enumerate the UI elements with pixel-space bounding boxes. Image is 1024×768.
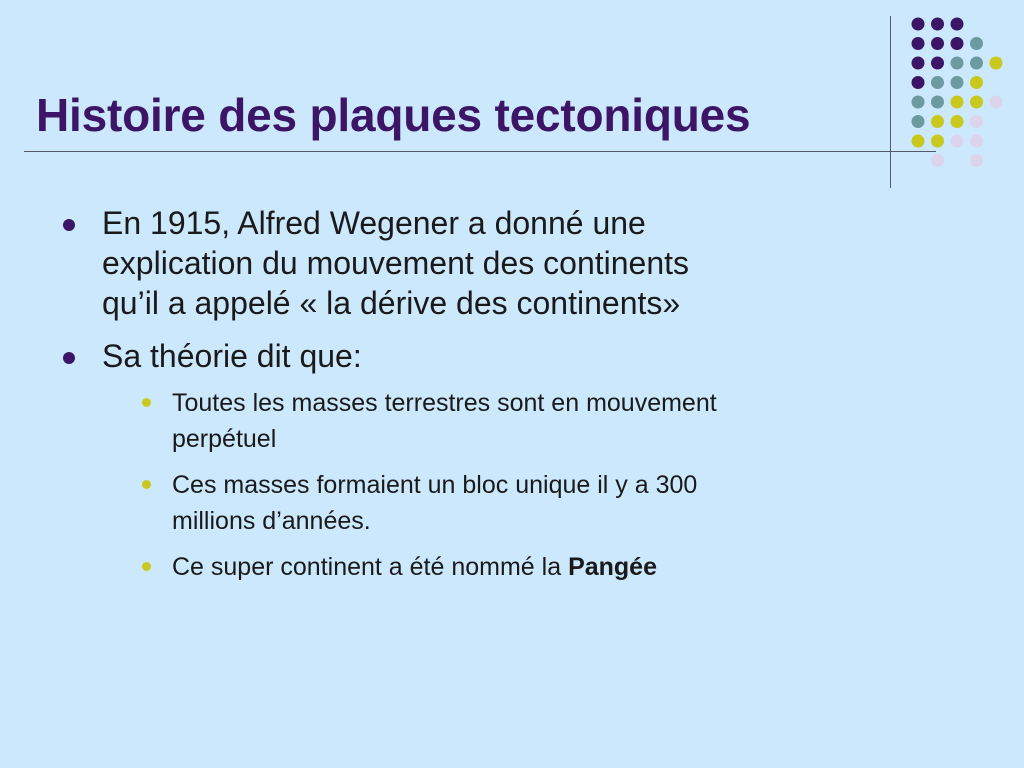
- decorative-dot: [931, 154, 944, 167]
- slide-content: [60, 203, 960, 595]
- bullet-line: En 1915, Alfred Wegener a donné une: [102, 205, 646, 241]
- decorative-dot: [912, 96, 925, 109]
- decorative-dot: [970, 115, 983, 128]
- bullet-line: explication du mouvement des continents: [102, 245, 690, 281]
- decorative-dot: [931, 135, 944, 148]
- sub-bullet-line: Ces masses formaient un bloc unique il y a 300: [172, 471, 698, 499]
- sub-bullet-item-mouvement: [172, 385, 932, 457]
- decorative-dot: [970, 96, 983, 109]
- sub-bullet-line: millions d’années.: [172, 507, 371, 535]
- bullet-item-wegener: [60, 203, 960, 323]
- sub-bullet-line: [172, 549, 932, 585]
- decorative-dot: [970, 135, 983, 148]
- decorative-dot: [951, 135, 964, 148]
- yellow-bullet-icon: [142, 562, 151, 571]
- decorative-dot: [990, 96, 1003, 109]
- decorative-dot: [951, 18, 964, 31]
- purple-bullet-icon: [63, 219, 75, 231]
- horizontal-divider-line: [24, 151, 936, 152]
- yellow-bullet-icon: [142, 398, 151, 407]
- decorative-dot: [912, 76, 925, 89]
- decorative-dot: [970, 57, 983, 70]
- decorative-dot: [931, 18, 944, 31]
- bullet-line: qu’il a appelé « la dérive des continents»: [102, 285, 681, 321]
- decorative-dot: [931, 76, 944, 89]
- decorative-dot: [951, 76, 964, 89]
- decorative-dot: [970, 37, 983, 50]
- decorative-dot: [931, 57, 944, 70]
- decorative-dot: [912, 18, 925, 31]
- decorative-dot: [931, 37, 944, 50]
- decorative-dot: [970, 76, 983, 89]
- decorative-dot: [951, 37, 964, 50]
- decorative-dot: [951, 96, 964, 109]
- decorative-dot: [990, 57, 1003, 70]
- sub-bullet-text: Ce super continent a été nommé la: [172, 553, 569, 581]
- decorative-dot: [912, 57, 925, 70]
- decorative-dot: [951, 115, 964, 128]
- decorative-dot: [951, 57, 964, 70]
- slide-title: Histoire des plaques tectoniques: [36, 89, 751, 141]
- decorative-dot: [912, 37, 925, 50]
- decorative-dot: [912, 115, 925, 128]
- decorative-dot: [912, 135, 925, 148]
- sub-bullet-line: perpétuel: [172, 425, 277, 453]
- vertical-divider-line: [890, 16, 891, 188]
- pangee-term: Pangée: [568, 553, 657, 581]
- sub-bullet-line: Toutes les masses terrestres sont en mouvement: [172, 389, 717, 417]
- purple-bullet-icon: [63, 352, 75, 364]
- decorative-dot: [931, 96, 944, 109]
- decorative-dot: [970, 154, 983, 167]
- decorative-dot: [931, 115, 944, 128]
- sub-bullet-list: [172, 385, 960, 585]
- sub-bullet-item-bloc-unique: [172, 467, 932, 539]
- yellow-bullet-icon: [142, 480, 151, 489]
- bullet-item-theorie: [60, 336, 960, 376]
- bullet-line: Sa théorie dit que:: [102, 338, 362, 374]
- sub-bullet-item-pangee: [172, 549, 932, 585]
